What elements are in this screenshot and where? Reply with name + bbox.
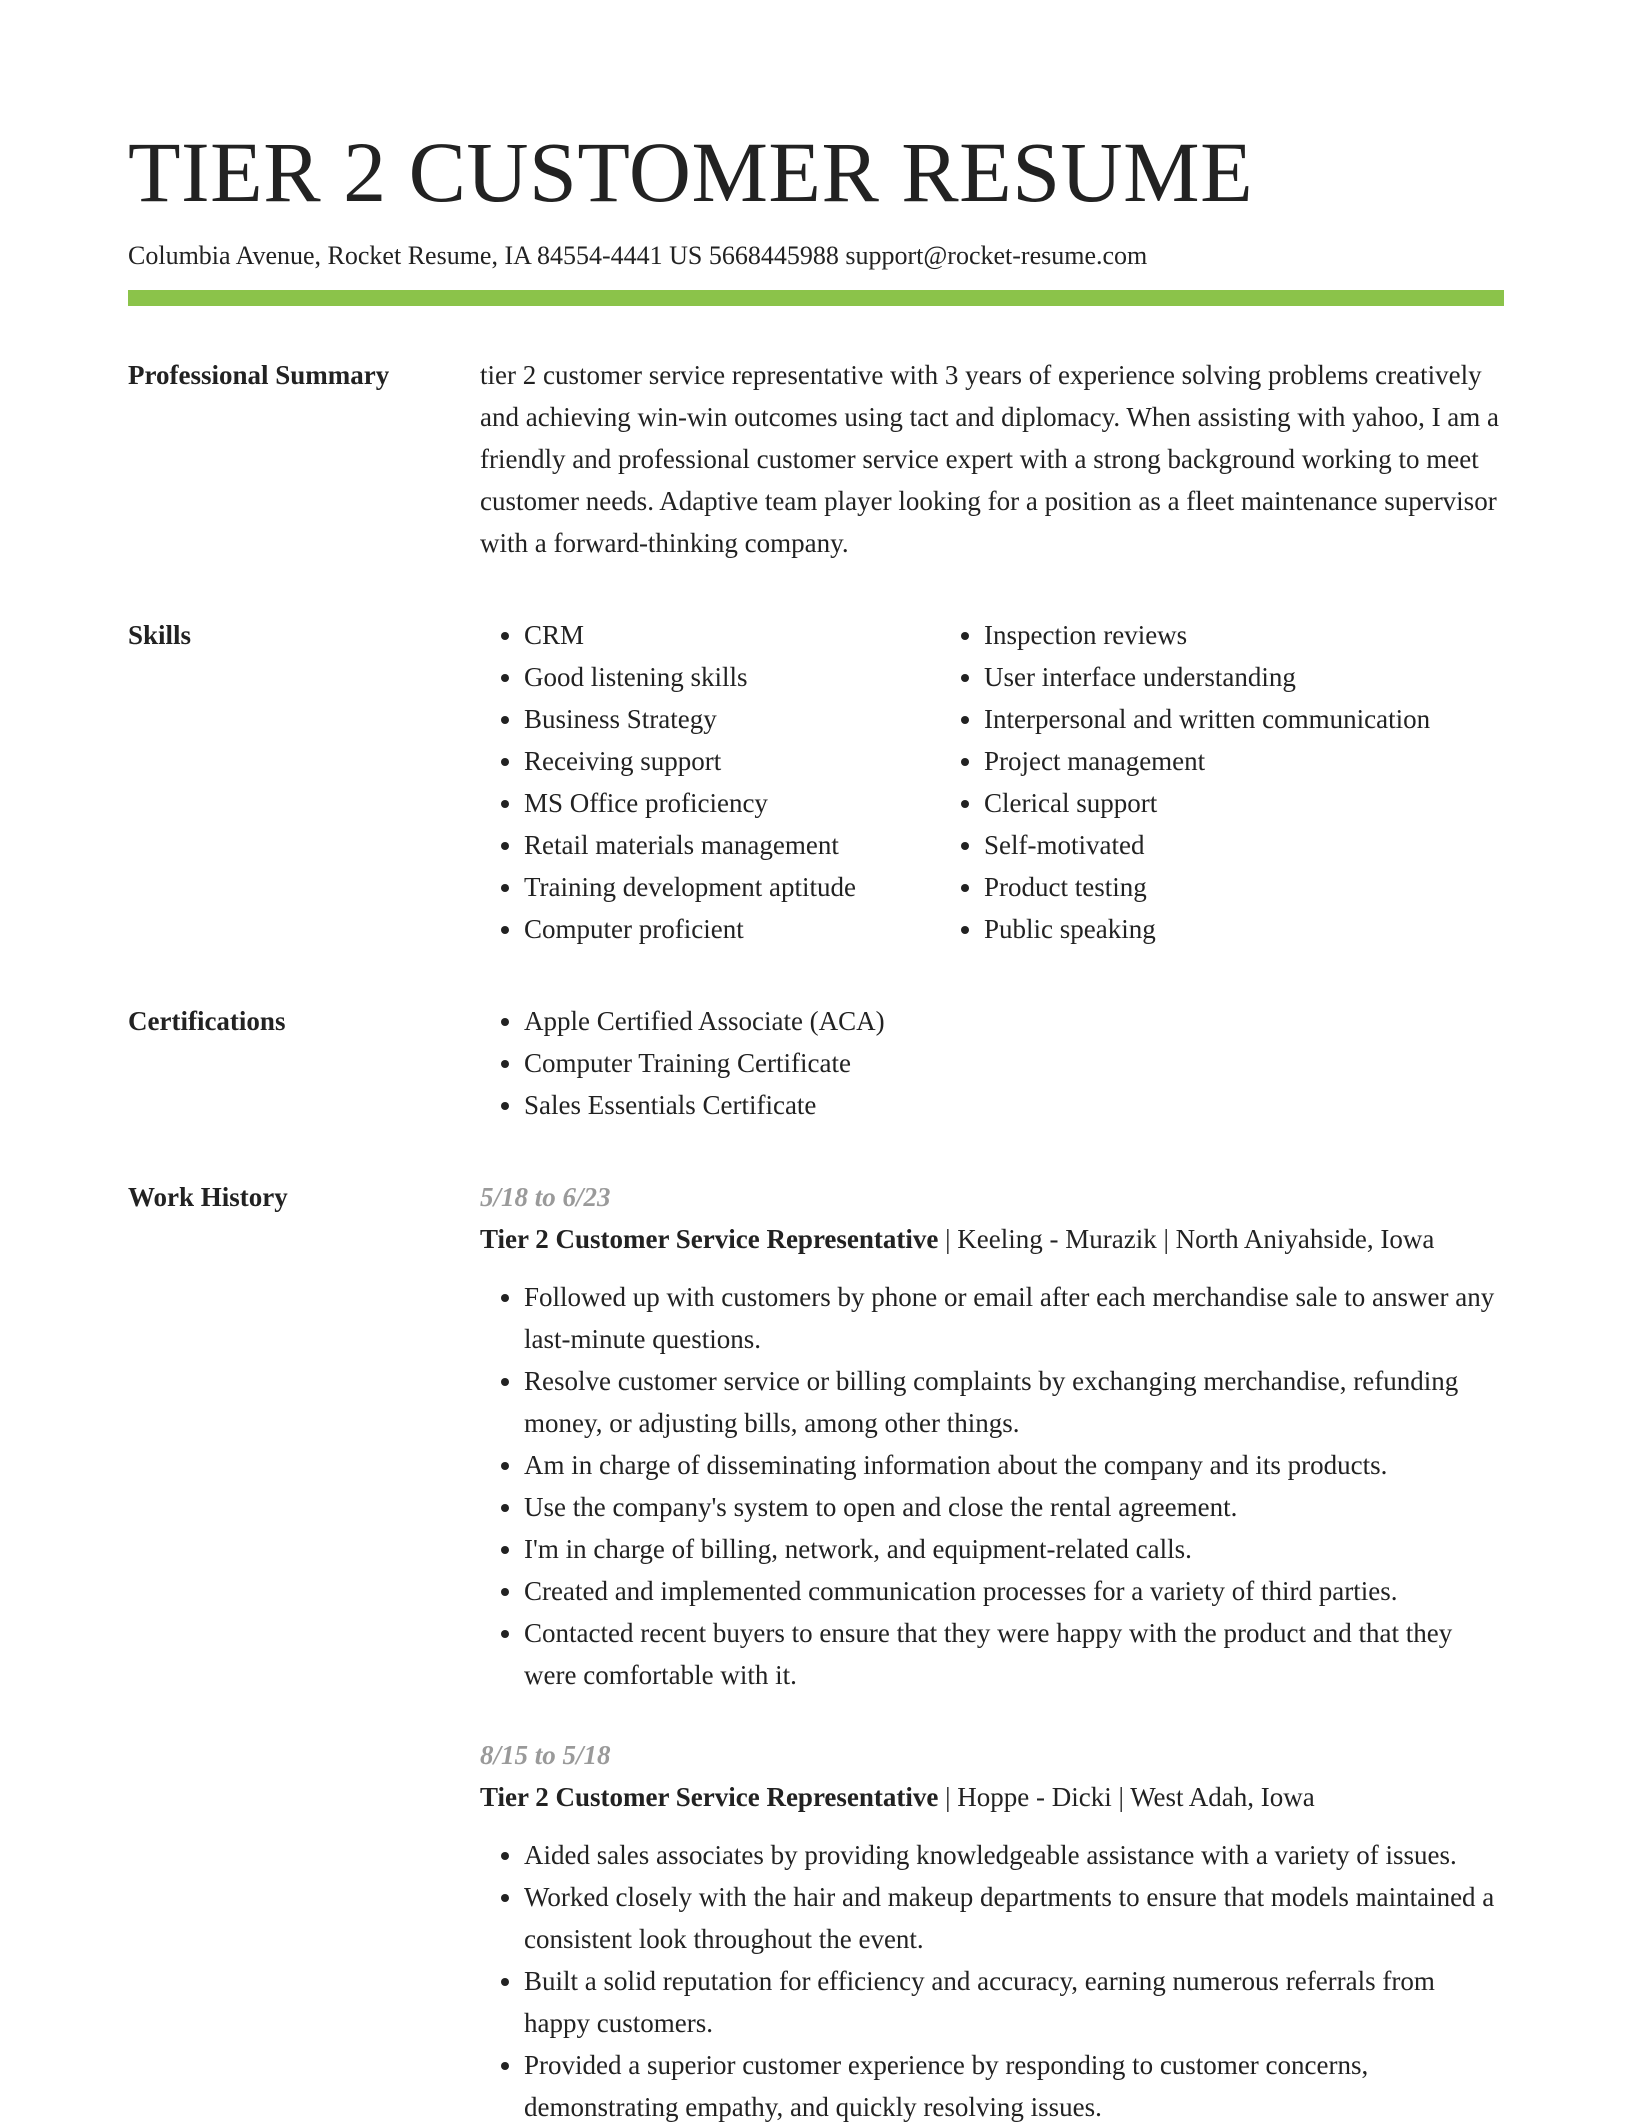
list-item: • Self-motivated — [984, 824, 1504, 866]
job-title: Tier 2 Customer Service Representative — [480, 1782, 939, 1812]
job-entry — [480, 1734, 1504, 2128]
list-item: • Product testing — [984, 866, 1504, 908]
list-item: • Resolve customer service or billing complaints by exchanging merchandise, refunding money, or adjusting bills, among other things. — [524, 1360, 1504, 1444]
skills-section — [128, 614, 1504, 950]
job-details: | Keeling - Murazik | North Aniyahside, Iowa — [938, 1224, 1435, 1254]
resume-title: TIER 2 CUSTOMER RESUME — [128, 124, 1254, 220]
work-history-section — [128, 1176, 1504, 2128]
list-item: • Project management — [984, 740, 1504, 782]
certifications-heading: Certifications — [128, 1006, 286, 1036]
list-item: • Good listening skills — [524, 656, 940, 698]
list-item: • Built a solid reputation for efficiency and accuracy, earning numerous referrals from happy customers. — [524, 1960, 1504, 2044]
list-item: • Use the company's system to open and close the rental agreement. — [524, 1486, 1504, 1528]
job-title: Tier 2 Customer Service Representative — [480, 1224, 939, 1254]
job-header — [480, 1776, 1504, 1818]
list-item: • Training development aptitude — [524, 866, 940, 908]
list-item: • Computer Training Certificate — [524, 1042, 1504, 1084]
skills-heading: Skills — [128, 620, 192, 650]
list-item: • Clerical support — [984, 782, 1504, 824]
list-item: • Computer proficient — [524, 908, 940, 950]
list-item: • Receiving support — [524, 740, 940, 782]
skills-column-2 — [940, 614, 1504, 950]
summary-heading: Professional Summary — [128, 360, 390, 390]
job-entry — [480, 1176, 1504, 1696]
list-item: • Am in charge of disseminating information about the company and its products. — [524, 1444, 1504, 1486]
certifications-section — [128, 1000, 1504, 1126]
list-item: • Followed up with customers by phone or email after each merchandise sale to answer any last-minute questions. — [524, 1276, 1504, 1360]
summary-text: tier 2 customer service representative with 3 years of experience solving problems creatively and achieving win-win outcomes using tact and diplomacy. When assisting with yahoo, I am a friendly and professional customer service expert with a strong background working to meet customer needs. Adaptive team player looking for a position as a fleet maintenance supervisor with a forward-thinking company. — [480, 360, 1500, 558]
list-item: • MS Office proficiency — [524, 782, 940, 824]
list-item: • Worked closely with the hair and makeup departments to ensure that models maintained a consistent look throughout the event. — [524, 1876, 1504, 1960]
list-item: • Apple Certified Associate (ACA) — [524, 1000, 1504, 1042]
job-header — [480, 1218, 1504, 1260]
list-item: • Created and implemented communication processes for a variety of third parties. — [524, 1570, 1504, 1612]
skills-column-1 — [480, 614, 940, 950]
list-item: • Business Strategy — [524, 698, 940, 740]
list-item: • User interface understanding — [984, 656, 1504, 698]
resume-page — [128, 120, 1504, 2128]
list-item: • Inspection reviews — [984, 614, 1504, 656]
list-item: • I'm in charge of billing, network, and equipment-related calls. — [524, 1528, 1504, 1570]
list-item: • Retail materials management — [524, 824, 940, 866]
job-dates: 5/18 to 6/23 — [480, 1182, 611, 1212]
list-item: • Aided sales associates by providing knowledgeable assistance with a variety of issues. — [524, 1834, 1504, 1876]
list-item: • Provided a superior customer experience by responding to customer concerns, demonstrating empathy, and quickly resolving issues. — [524, 2044, 1504, 2128]
list-item: • CRM — [524, 614, 940, 656]
list-item: • Interpersonal and written communication — [984, 698, 1504, 740]
contact-info: Columbia Avenue, Rocket Resume, IA 84554-4441 US 5668445988 support@rocket-resume.com — [128, 241, 1148, 270]
header-divider — [128, 290, 1504, 306]
list-item: • Public speaking — [984, 908, 1504, 950]
summary-section — [128, 354, 1504, 564]
work-history-heading: Work History — [128, 1182, 288, 1212]
job-details: | Hoppe - Dicki | West Adah, Iowa — [938, 1782, 1315, 1812]
list-item: • Contacted recent buyers to ensure that they were happy with the product and that they were comfortable with it. — [524, 1612, 1504, 1696]
job-dates: 8/15 to 5/18 — [480, 1740, 611, 1770]
list-item: • Sales Essentials Certificate — [524, 1084, 1504, 1126]
